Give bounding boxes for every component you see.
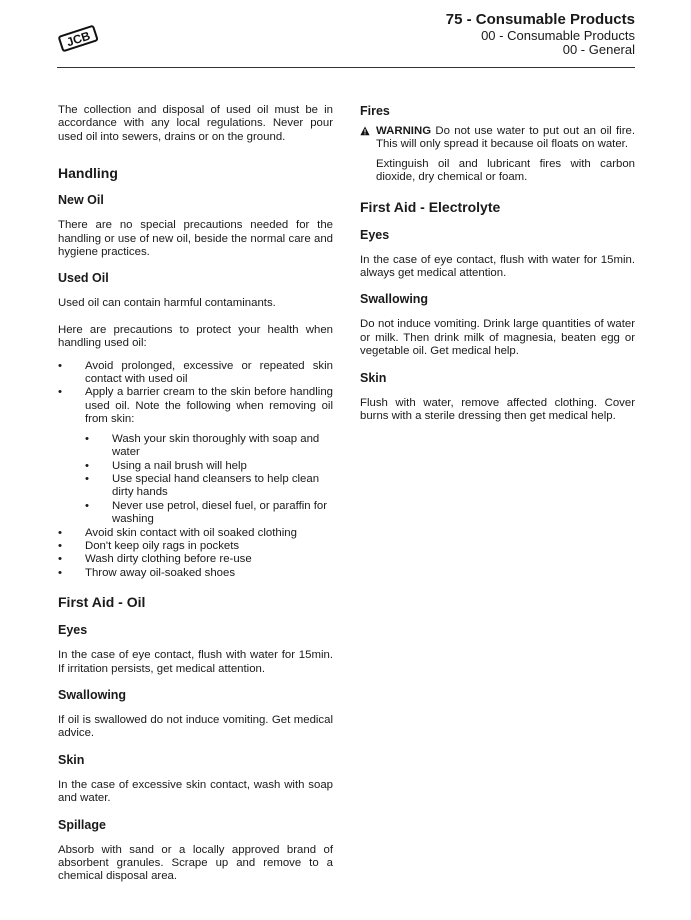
oil-eyes-heading: Eyes [58,623,88,638]
warning-text: Do not use water to put out an oil fire. This will only spread it because oil floats on water. [376,125,635,151]
section-title: 00 - Consumable Products [481,27,635,43]
precautions-paragraph: Here are precautions to protect your health when handling used oil: [58,323,333,350]
oil-swallowing-paragraph: If oil is swallowed do not induce vomiting. Get medical advice. [58,713,333,740]
list-item: • Wash dirty clothing before re-use [58,553,333,566]
list-item: • Apply a barrier cream to the skin before handling used oil. Note the following when removing oil from skin: • Wash your skin thoroughly with soap and water • Using a nail brush will help • Use special hand cleansers to help clean dirty hands • Never use petrol, diesel fuel, or paraffin for washing [58,386,333,526]
extinguish-paragraph: Extinguish oil and lubricant fires with carbon dioxide, dry chemical or foam. [376,157,635,184]
electrolyte-eyes-paragraph: In the case of eye contact, flush with water for 15min. always get medical attention. [360,253,635,280]
oil-skin-heading: Skin [58,752,85,767]
oil-skin-paragraph: In the case of excessive skin contact, wash with soap and water. [58,778,333,805]
jcb-logo [57,24,99,52]
first-aid-electrolyte-heading: First Aid - Electrolyte [360,198,501,215]
used-oil-heading: Used Oil [58,271,109,286]
oil-swallowing-heading: Swallowing [58,687,127,702]
warning-icon [360,126,370,136]
skin-cleaning-list [85,433,333,527]
list-item: • Avoid prolonged, excessive or repeated skin contact with used oil [58,360,333,387]
page-header [446,12,635,58]
list-item: • Use special hand cleansers to help clean dirty hands [85,473,333,500]
list-item: • Throw away oil-soaked shoes [58,567,333,580]
header-divider [57,67,635,68]
right-column [360,104,635,423]
chapter-title: 75 - Consumable Products [445,11,635,28]
oil-eyes-paragraph: In the case of eye contact, flush with water for 15min. If irritation persists, get medical attention. [58,649,333,675]
electrolyte-skin-paragraph: Flush with water, remove affected clothing. Cover burns with a sterile dressing then get medical help. [360,396,635,423]
electrolyte-eyes-heading: Eyes [360,227,390,242]
new-oil-paragraph: There are no special precautions needed for the handling or use of new oil, beside the normal care and hygiene practices. [58,219,333,259]
electrolyte-swallowing-heading: Swallowing [360,292,429,307]
fires-heading: Fires [360,104,390,118]
first-aid-oil-heading: First Aid - Oil [58,594,146,611]
list-item: • Avoid skin contact with oil soaked clothing [58,527,333,540]
subsection-title: 00 - General [562,42,635,58]
handling-heading: Handling [58,165,118,182]
list-item: • Wash your skin thoroughly with soap and water [85,433,333,460]
fire-warning [360,125,635,152]
used-oil-paragraph: Used oil can contain harmful contaminants. [58,297,276,310]
spillage-heading: Spillage [58,817,106,832]
list-item: • Using a nail brush will help [85,460,333,473]
electrolyte-swallowing-paragraph: Do not induce vomiting. Drink large quantities of water or milk. Then drink milk of magnesia, beaten egg or vegetable oil. Get medical help. [360,318,635,358]
list-item: • Never use petrol, diesel fuel, or paraffin for washing [85,500,333,527]
list-item: • Don't keep oily rags in pockets [58,540,333,553]
intro-paragraph: The collection and disposal of used oil must be in accordance with any local regulations. Never pour used oil into sewers, drains or on the ground. [58,104,333,143]
left-column [58,104,333,884]
spillage-paragraph: Absorb with sand or a locally approved brand of absorbent granules. Scrape up and remove to a chemical disposal area. [58,843,333,883]
new-oil-heading: New Oil [58,193,104,208]
electrolyte-skin-heading: Skin [360,370,387,385]
precautions-list [58,360,333,581]
jcb-logo-text: JCB [64,28,92,50]
warning-label: WARNING [376,125,432,137]
